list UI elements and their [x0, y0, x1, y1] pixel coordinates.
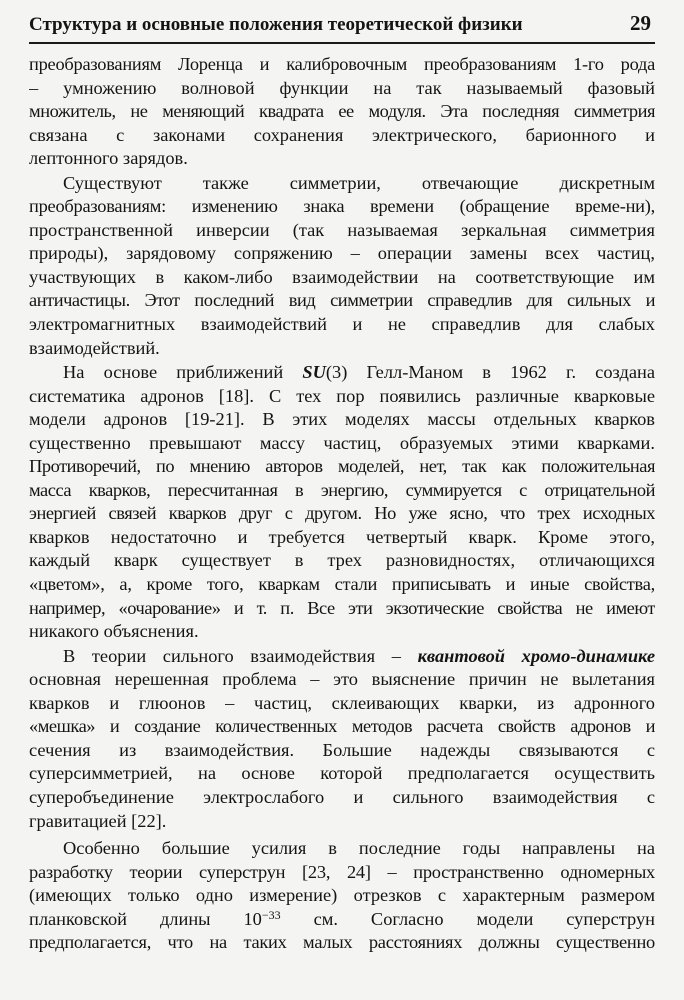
header-rule: [29, 42, 655, 44]
paragraph-3: [29, 361, 655, 644]
text-line: природы), зарядовому сопряжению – операции замены всех частиц,: [29, 243, 655, 264]
text-fragment: В теории сильного взаимодействия –: [63, 645, 418, 666]
text-line: (имеющих только одно измерение) отрезков с характерным размером: [29, 885, 655, 906]
text-fragment: На основе приближений: [63, 362, 303, 383]
text-line: систематика адронов [18]. С тех пор появились различные кварковые: [29, 385, 655, 406]
su-symbol: SU: [302, 362, 326, 383]
text-line: лептонного зарядов.: [29, 148, 188, 169]
text-line: сечения из взаимодействия. Большие надежды связываются с: [29, 739, 655, 760]
text-line: «цветом», а, кроме того, кваркам стали приписывать и иные свойства,: [29, 574, 655, 595]
text-line: пространственной инверсии (так называемая зеркальная симметрия: [29, 219, 655, 240]
text-line: кварков недостаточно и требуется четвертый кварк. Кроме этого,: [29, 526, 655, 547]
text-line: античастицы. Этот последний вид симметрии справедлив для сильных и: [29, 290, 655, 311]
text-line: кварков и глюонов – частиц, склеивающих кварки, из адронного: [29, 692, 655, 713]
text-line: предполагается, что на таких малых расстояниях должны существенно: [29, 932, 655, 953]
text-line: гравитацией [22].: [29, 810, 167, 831]
text-line: основная нерешенная проблема – это выяснение причин не вылетания: [29, 669, 655, 690]
text-line: [29, 645, 655, 669]
text-line: суперобъединение электрослабого и сильного взаимодействия с: [29, 786, 655, 807]
emphasized-term: квантовой хромо-динамике: [417, 645, 655, 666]
text-fragment: см. Согласно модели суперструн: [280, 908, 655, 929]
text-line: каждый кварк существует в трех разновидностях, отличающихся: [29, 550, 655, 571]
text-line: «мешка» и создание количественных методов расчета свойств адронов и: [29, 716, 655, 737]
text-line: энергией связей кварков друг с другом. Но уже ясно, что трех исходных: [29, 503, 655, 524]
text-line: электромагнитных взаимодействий и не справедлив для слабых: [29, 314, 655, 335]
text-line: множитель, не меняющий квадрата ее модуля. Эта последняя симметрия: [29, 101, 655, 122]
text-line: преобразованиям Лоренца и калибровочным преобразованиям 1-го рода: [29, 54, 655, 74]
paragraph-1: [29, 53, 655, 171]
paragraph-5: [29, 837, 655, 955]
text-fragment: (3) Гелл-Маном в 1962 г. создана: [325, 362, 655, 383]
text-line: Особенно большие усилия в последние годы направлены на: [63, 838, 655, 859]
running-title: Структура и основные положения теоретической физики: [29, 14, 523, 35]
text-line: Противоречий, по мнению авторов моделей, нет, так как положительная: [29, 456, 655, 477]
body-text: [29, 53, 655, 955]
page-number: 29: [630, 11, 651, 35]
text-fragment: планковской длины 10: [29, 908, 262, 929]
text-line: – умножению волновой функции на так называемый фазовый: [29, 77, 655, 98]
text-line: никакого объяснения.: [29, 621, 199, 642]
text-line: преобразованиям: изменению знака времени (обращение време-ни),: [29, 196, 655, 217]
text-line: связана с законами сохранения электрического, барионного и: [29, 124, 655, 145]
text-line: [29, 908, 655, 932]
text-line: Существуют также симметрии, отвечающие дискретным: [63, 172, 655, 193]
text-line: модели адронов [19-21]. В этих моделях массы отдельных кварков: [29, 409, 655, 430]
text-line: взаимодействий.: [29, 337, 160, 358]
exponent: −33: [261, 907, 281, 922]
text-line: например, «очарование» и т. п. Все эти экзотические свойства не имеют: [29, 597, 655, 618]
text-line: существенно превышают массу частиц, образуемых этими кварками.: [29, 432, 655, 453]
paragraph-4: [29, 645, 655, 833]
text-line: разработку теории суперструн [23, 24] – пространственно одномерных: [29, 861, 655, 882]
text-line: участвующих в каком-либо взаимодействии на соответствующие им: [29, 266, 655, 287]
paragraph-2: [29, 172, 655, 360]
text-line: суперсимметрией, на основе которой предполагается осуществить: [29, 763, 655, 784]
text-line: [29, 361, 655, 385]
running-header: [29, 10, 655, 36]
text-line: масса кварков, пересчитанная в энергию, суммируется с отрицательной: [29, 479, 655, 500]
